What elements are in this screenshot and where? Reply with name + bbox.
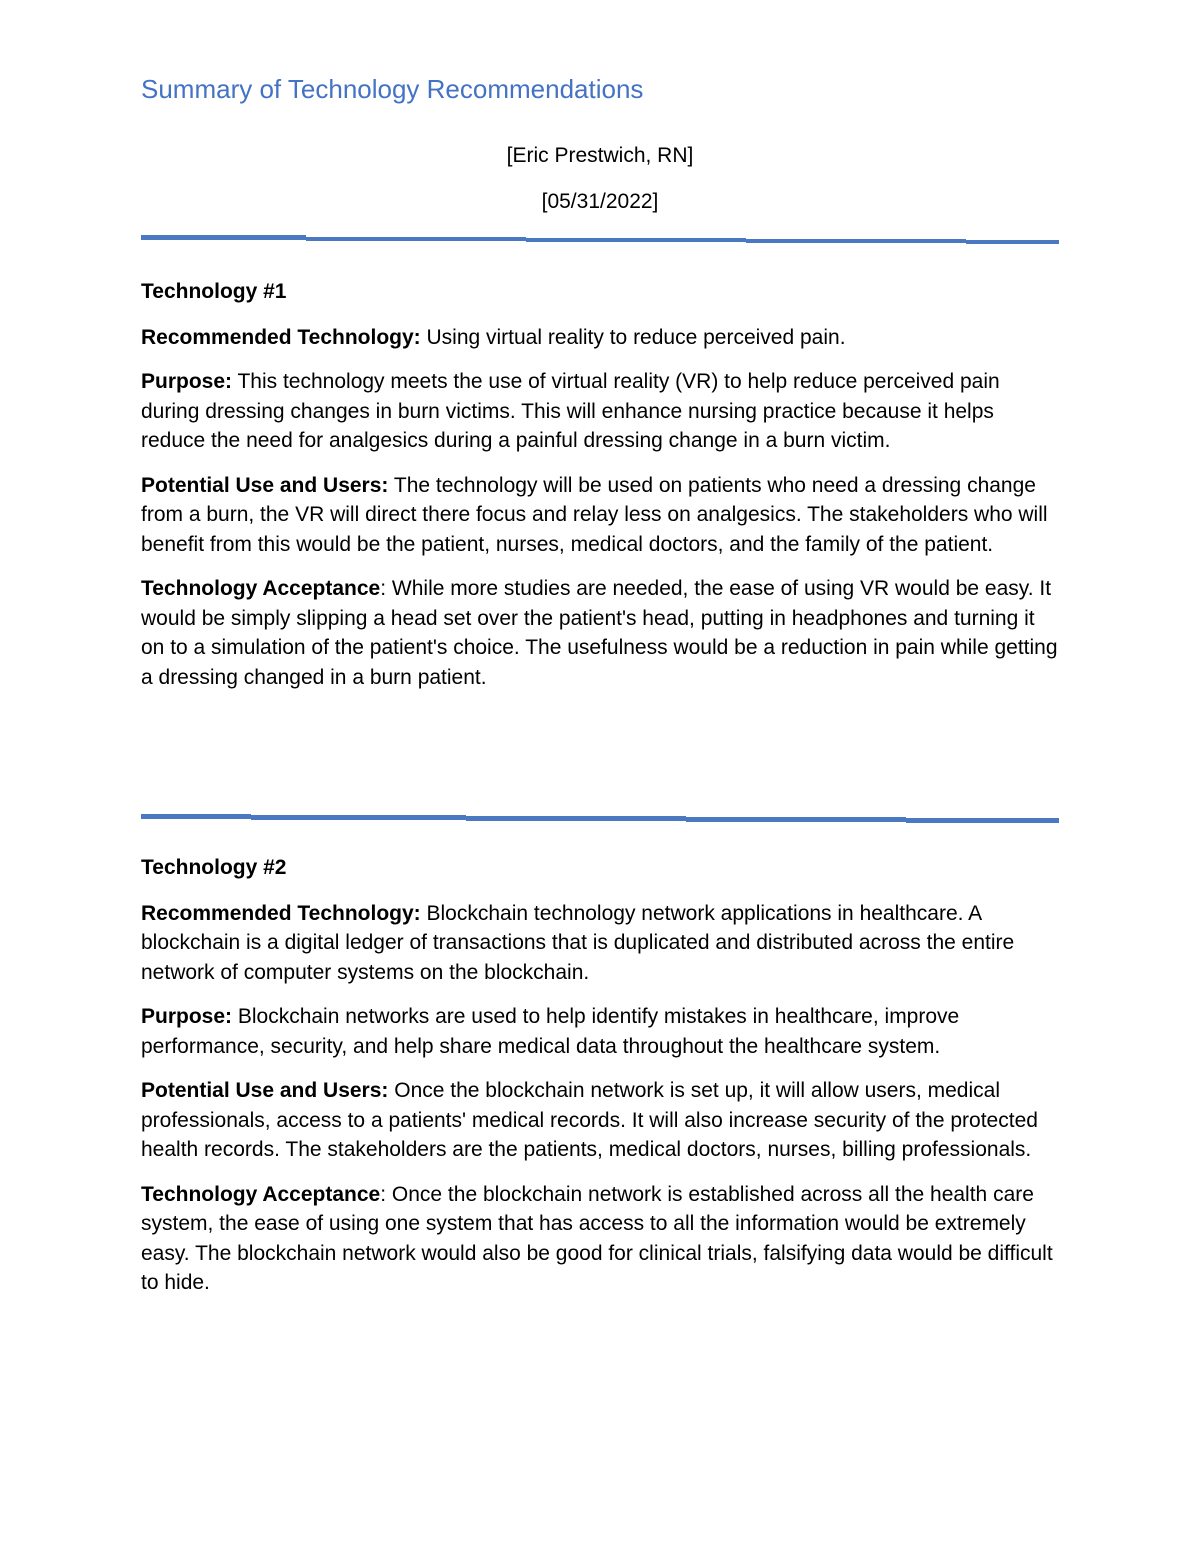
purpose-paragraph (141, 1002, 1059, 1061)
recommended-technology-text: Blockchain technology network applications in healthcare. A blockchain is a digital ledger of transactions that is duplicated and distributed across the entire network of computer systems on the blockchain. (141, 901, 1015, 984)
technology-acceptance-paragraph (141, 574, 1059, 692)
section-heading: Technology #1 (141, 280, 287, 303)
use-and-users-paragraph (141, 1076, 1059, 1165)
technology-acceptance-label: Technology Acceptance (141, 577, 381, 600)
section-divider (141, 813, 1059, 823)
purpose-label: Purpose: (141, 1005, 233, 1028)
use-and-users-label: Potential Use and Users: (141, 1079, 389, 1102)
use-and-users-text: Once the blockchain network is set up, it will allow users, medical professionals, access to a patients' medical records. It will also increase security of the protected health records. The stakeholders are the patients, medical doctors, nurses, billing professionals. (141, 1079, 1038, 1161)
use-and-users-paragraph (141, 471, 1059, 560)
technology-acceptance-label: Technology Acceptance (141, 1182, 381, 1206)
recommended-technology-paragraph (141, 899, 1059, 988)
purpose-label: Purpose: (141, 370, 233, 393)
recommended-technology-paragraph (141, 323, 1059, 353)
recommended-technology-label: Recommended Technology: (141, 901, 421, 925)
technology-acceptance-text: : Once the blockchain network is established across all the health care system, the ease of using one system that has access to all the information would be extremely easy. The blockchain network would also be good for clinical trials, falsifying data would be difficult to hide. (141, 1182, 1053, 1294)
technology-section-1 (141, 277, 1059, 707)
technology-section-2 (141, 853, 1059, 1313)
document-date: [05/31/2022] (541, 190, 659, 213)
recommended-technology-label: Recommended Technology: (141, 325, 421, 349)
section-divider (141, 234, 1059, 244)
section-heading: Technology #2 (141, 856, 287, 879)
document-title: Summary of Technology Recommendations (141, 74, 644, 104)
technology-acceptance-paragraph (141, 1180, 1059, 1298)
use-and-users-text: The technology will be used on patients who need a dressing change from a burn, the VR will direct there focus and relay less on analgesics. The stakeholders who will benefit from this would be the patient, nurses, medical doctors, and the family of the patient. (141, 473, 1048, 556)
document-page (141, 0, 1061, 1553)
technology-acceptance-text: : While more studies are needed, the ease of using VR would be easy. It would be simply slipping a head set over the patient's head, putting in headphones and turning it on to a simulation of the patient's choice. The usefulness would be a reduction in pain while getting a dressing changed in a burn patient. (141, 577, 1058, 689)
purpose-text: Blockchain networks are used to help identify mistakes in healthcare, improve performance, security, and help share medical data throughout the healthcare system. (141, 1005, 960, 1058)
purpose-paragraph (141, 367, 1059, 456)
recommended-technology-text: Using virtual reality to reduce perceived pain. (420, 325, 846, 349)
purpose-text: This technology meets the use of virtual reality (VR) to help reduce perceived pain during dressing changes in burn victims. This will enhance nursing practice because it helps reduce the need for analgesics during a painful dressing change in a burn victim. (141, 370, 1000, 452)
use-and-users-label: Potential Use and Users: (141, 473, 389, 497)
author-name: [Eric Prestwich, RN] (506, 144, 694, 167)
